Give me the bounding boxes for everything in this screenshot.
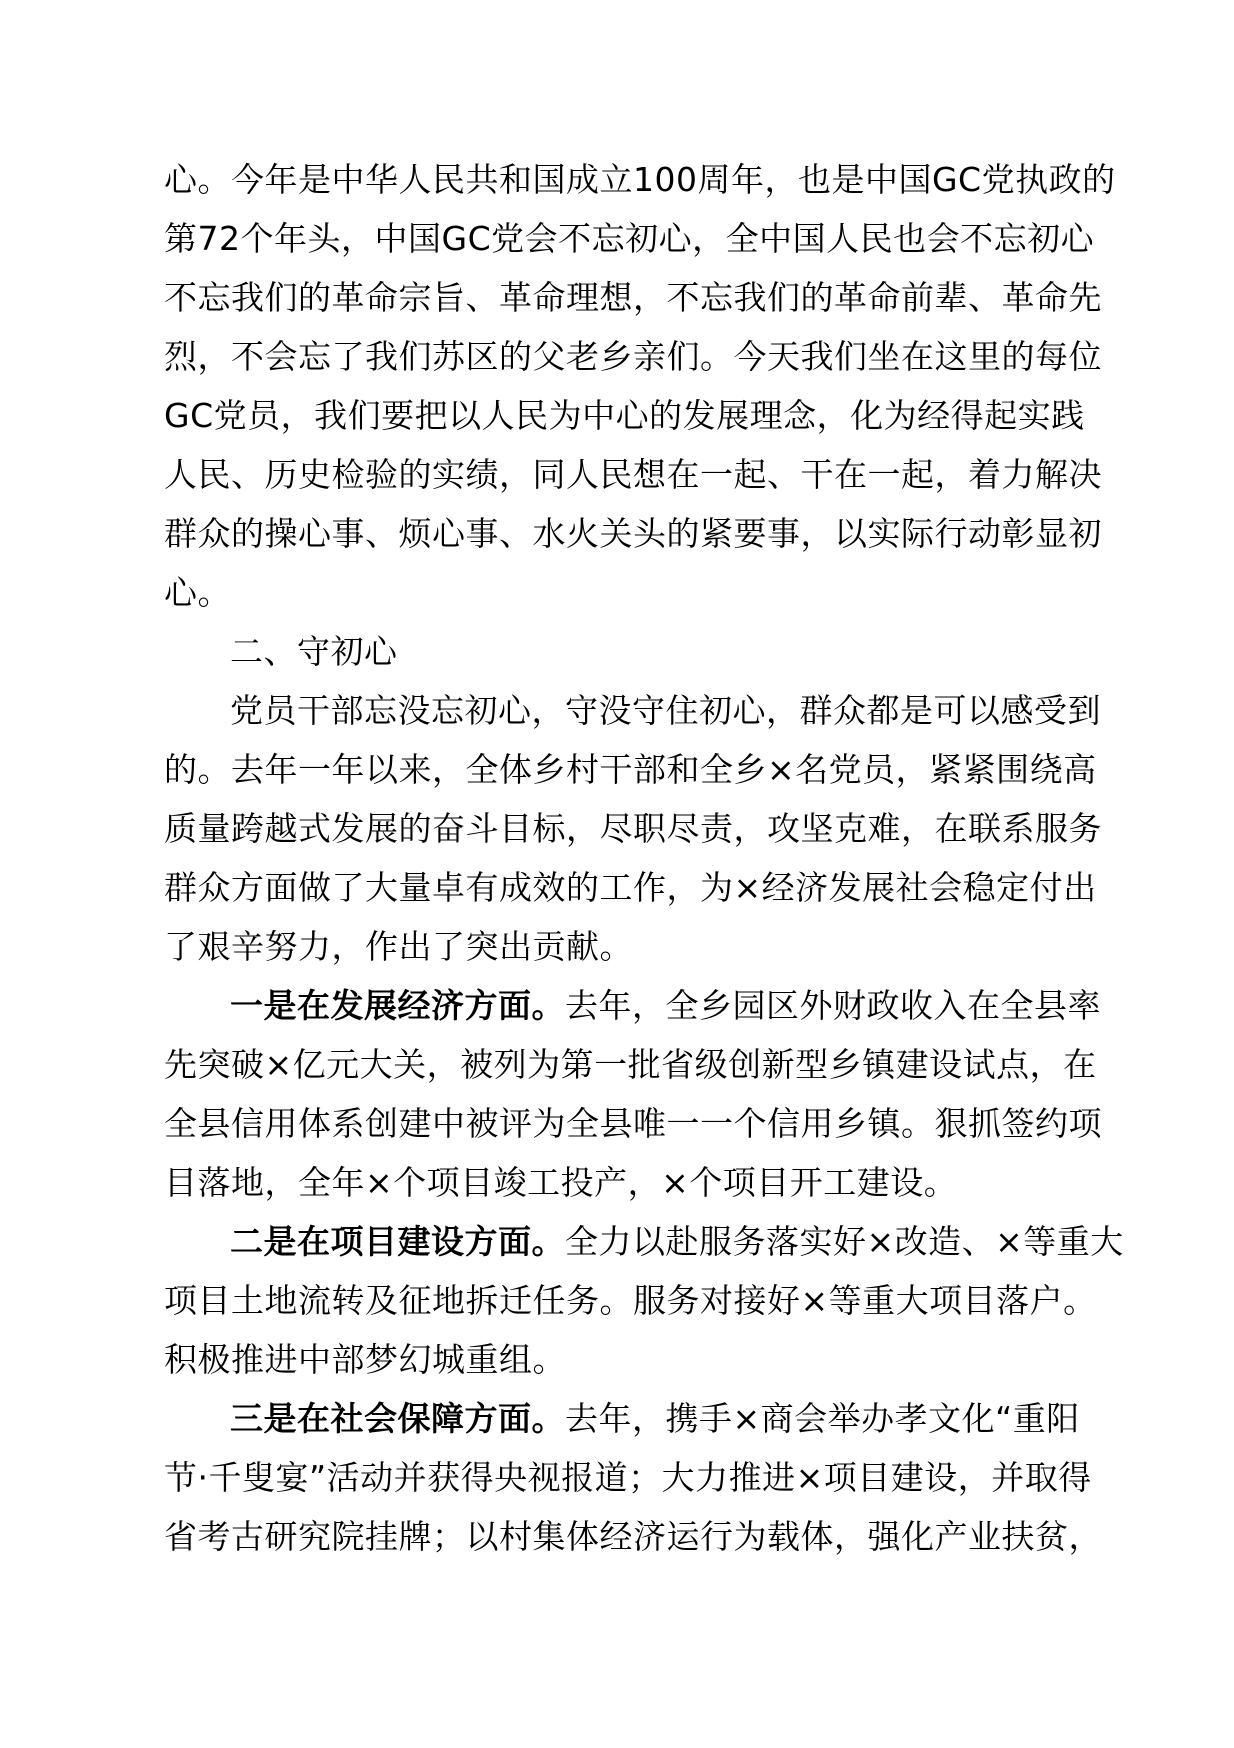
text-line: GC党员，我们要把以人民为中心的发展理念，化为经得起实践 xyxy=(164,396,1085,435)
item-text: 去年，全乡园区外财政收入在全县率 xyxy=(565,986,1101,1025)
item-lead: 三是在社会保障方面。 xyxy=(230,1399,565,1438)
text-line xyxy=(164,1212,1124,1271)
text-line: 节·千叟宴”活动并获得央视报道；大力推进×项目建设，并取得 xyxy=(164,1458,1092,1497)
item-lead: 一是在发展经济方面。 xyxy=(230,986,565,1025)
text-line: 了艰辛努力，作出了突出贡献。 xyxy=(164,927,633,966)
section-heading: 二、守初心 xyxy=(230,632,398,671)
text-line: 目落地，全年×个项目竣工投产，×个项目开工建设。 xyxy=(164,1163,958,1202)
item-text: 去年，携手×商会举办孝文化“重阳 xyxy=(565,1399,1080,1438)
text-line: 项目土地流转及征地拆迁任务。服务对接好×等重大项目落户。 xyxy=(164,1281,1097,1320)
text-line: 先突破×亿元大关，被列为第一批省级创新型乡镇建设试点，在 xyxy=(164,1045,1097,1084)
item-lead: 二是在项目建设方面。 xyxy=(230,1222,565,1261)
item-text: 全力以赴服务落实好×改造、×等重大 xyxy=(565,1222,1124,1261)
item-projects xyxy=(164,1212,1124,1389)
text-line: 全县信用体系创建中被评为全县唯一一个信用乡镇。狠抓签约项 xyxy=(164,1104,1102,1143)
text-line: 人民、历史检验的实绩，同人民想在一起、干在一起，着力解决 xyxy=(164,455,1102,494)
item-economy xyxy=(164,976,1114,1212)
paragraph-1 xyxy=(164,150,1114,622)
text-line: 群众的操心事、烦心事、水火关头的紧要事，以实际行动彰显初 xyxy=(164,514,1102,553)
text-line: 群众方面做了大量卓有成效的工作，为×经济发展社会稳定付出 xyxy=(164,868,1097,907)
text-line: 省考古研究院挂牌；以村集体经济运行为载体，强化产业扶贫， xyxy=(164,1517,1102,1556)
text-line: 积极推进中部梦幻城重组。 xyxy=(164,1340,566,1379)
text-line: 第72个年头，中国GC党会不忘初心，全中国人民也会不忘初心 xyxy=(164,219,1095,258)
text-line: 的。去年一年以来，全体乡村干部和全乡×名党员，紧紧围绕高 xyxy=(164,750,1097,789)
text-line: 党员干部忘没忘初心，守没守住初心，群众都是可以感受到 xyxy=(230,691,1101,730)
paragraph-2 xyxy=(164,681,1114,976)
document-page xyxy=(164,150,1124,1566)
text-line: 质量跨越式发展的奋斗目标，尽职尽责，攻坚克难，在联系服务 xyxy=(164,809,1102,848)
text-line xyxy=(164,1389,1114,1448)
text-line xyxy=(164,976,1114,1035)
text-line: 心。今年是中华人民共和国成立100周年，也是中国GC党执政的 xyxy=(164,160,1116,199)
text-line: 不忘我们的革命宗旨、革命理想，不忘我们的革命前辈、革命先 xyxy=(164,278,1102,317)
text-line: 烈，不会忘了我们苏区的父老乡亲们。今天我们坐在这里的每位 xyxy=(164,337,1102,376)
text-line: 心。 xyxy=(164,573,231,612)
item-social-security xyxy=(164,1389,1114,1566)
